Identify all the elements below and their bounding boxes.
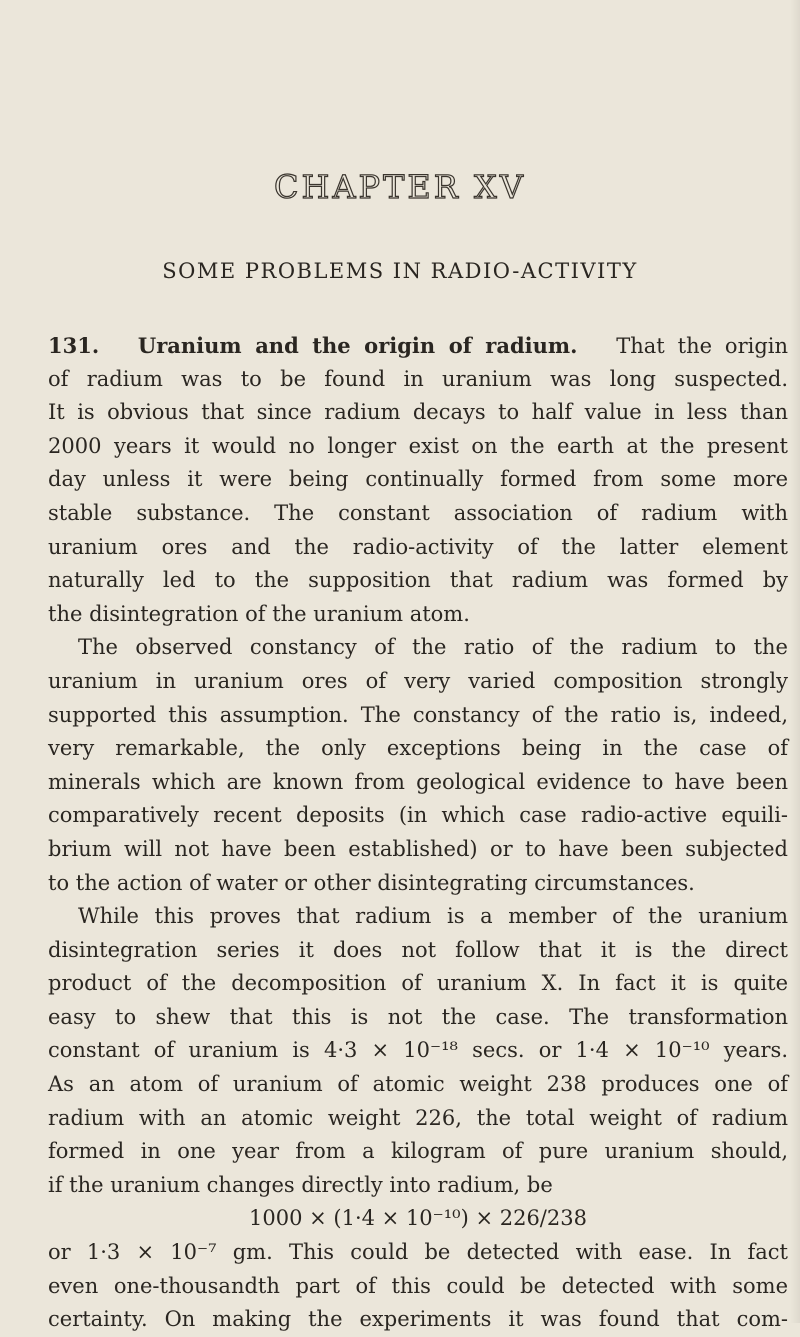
text-line: constant of uranium is 4·3 × 10⁻¹⁸ secs. or 1·4 × 10⁻¹⁰ years. [48,1038,788,1063]
text-line: comparatively recent deposits (in which case radio-active equili- [48,803,788,828]
chapter-subtitle: SOME PROBLEMS IN RADIO-ACTIVITY [162,259,638,283]
text-line: As an atom of uranium of atomic weight 238 produces one of [48,1072,788,1097]
section-number: 131. [48,333,100,358]
text-line: the disintegration of the uranium atom. [48,601,470,626]
text-line: stable substance. The constant association of radium with [48,500,788,525]
text-line: if the uranium changes directly into radium, be [48,1172,553,1197]
text-line: brium will not have been established) or to have been subjected [48,836,788,861]
text-line: very remarkable, the only exceptions being in the case of [48,736,788,761]
text-line: formed in one year from a kilogram of pure uranium should, [48,1139,788,1164]
text-line: It is obvious that since radium decays to half value in less than [48,400,788,425]
section-first-line-text: That the origin [616,334,789,358]
text-line: radium with an atomic weight 226, the total weight of radium [48,1105,788,1130]
text-line: While this proves that radium is a member of the uranium [78,904,788,929]
text-line: uranium ores and the radio-activity of the latter element [48,534,788,559]
text-line: easy to shew that this is not the case. The transformation [48,1004,788,1029]
text-line: naturally led to the supposition that radium was formed by [48,568,788,593]
text-line: to the action of water or other disintegrating circumstances. [48,870,695,895]
text-line: uranium in uranium ores of very varied composition strongly [48,668,788,693]
text-line: The observed constancy of the ratio of the radium to the [78,635,788,660]
text-line: even one-thousandth part of this could be detected with some [48,1273,788,1298]
text-line: or 1·3 × 10⁻⁷ gm. This could be detected with ease. In fact [48,1240,788,1265]
text-line: product of the decomposition of uranium X. In fact it is quite [48,971,788,996]
section-heading-line [48,329,788,363]
text-line: supported this assumption. The constancy of the ratio is, indeed, [48,702,788,727]
text-line: disintegration series it does not follow that it is the direct [48,937,788,962]
equation: 1000 × (1·4 × 10⁻¹⁰) × 226/238 [249,1206,587,1231]
text-line: day unless it were being continually formed from some more [48,467,788,492]
body-text [48,329,788,1337]
section-title: Uranium and the origin of radium. [137,333,578,358]
text-line: 2000 years it would no longer exist on the earth at the present [48,433,788,458]
chapter-heading: CHAPTER XV [274,168,526,206]
text-line: certainty. On making the experiments it was found that com- [48,1307,788,1332]
text-line: minerals which are known from geological evidence to have been [48,769,788,794]
text-line: of radium was to be found in uranium was long suspected. [48,366,788,391]
